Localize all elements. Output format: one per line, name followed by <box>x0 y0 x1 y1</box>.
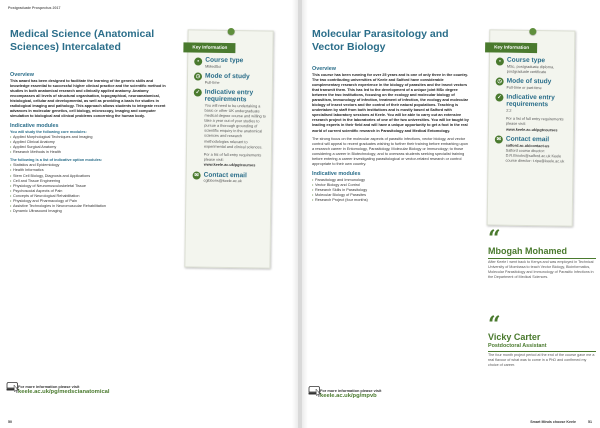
footer-info <box>320 388 381 400</box>
list-item: • Dynamic Ultrasound Imaging <box>10 209 168 214</box>
profile-card <box>488 312 596 368</box>
list-item: • Research Project (four months) <box>312 198 470 203</box>
right-page <box>302 0 600 428</box>
profile-quote: After Keele I went back to Kenya and was employed in Technical University of Mombasa to teach Vector Biology, Bioinformatics, Molecular Parasitology and Immunology of Parasitic Infections in the Department of Medical Sciences. <box>488 260 594 280</box>
contact-item <box>494 135 567 165</box>
right-body <box>312 66 470 203</box>
overview-heading: Overview <box>312 66 336 72</box>
key-info-tab: Key Information <box>485 42 537 53</box>
entry-text: You will need to be undertaking a basic or other UK undergraduate medical degree course and willing to take a year out of your studies to pursue a thorough grounding of scientific enquiry in the anatomical sciences and research methodologies relevant to experimental and clinical sciences. <box>204 103 266 150</box>
list-item: • Cell and Tissue Engineering <box>10 179 168 184</box>
mode-value: Full-time <box>204 80 220 85</box>
mode-heading: Mode of study <box>506 77 552 86</box>
contact-heading: Contact email <box>505 135 550 144</box>
list-item: • Applied Clinical Anatomy <box>10 140 168 145</box>
list-item: • Physiology of Neuromusculoskeletal Tissue <box>10 184 168 189</box>
mail-icon: ✉ <box>194 172 199 179</box>
key-info-body <box>193 57 268 185</box>
footer-text: For more information please visit <box>18 384 80 389</box>
check-icon: ✓ <box>195 89 200 96</box>
optional-modules-list <box>10 163 168 214</box>
course-type-item <box>194 57 267 71</box>
list-item: • Molecular Biology of Parasites <box>312 193 470 198</box>
core-modules-list <box>10 135 168 155</box>
gutter-shadow <box>292 0 298 428</box>
course-type-item <box>496 57 569 76</box>
quote-icon: “ <box>488 312 501 338</box>
profile-divider <box>488 351 596 352</box>
gutter-shadow <box>302 0 308 428</box>
key-info-body <box>494 57 568 166</box>
mode-value: Full-time or part-time <box>506 85 542 90</box>
optional-intro: The following is a list of indicative option modules: <box>10 158 103 163</box>
course-icon: ▪ <box>496 57 504 65</box>
course-type-heading: Course type <box>506 56 546 65</box>
list-item: • Physiology and Pharmacology of Pain <box>10 199 168 204</box>
profile-quote: The four month project period at the end of the course gave me a real flavour of what was to come in a PhD and confirmed my choice of career. <box>488 353 595 368</box>
entry-more: For a list of full entry requirements please visit: <box>506 116 564 127</box>
entry-more: For a list of full entry requirements please visit: <box>203 152 262 162</box>
profile-card <box>488 226 596 280</box>
list-item: • Applied Morphological Techniques and Imaging <box>10 135 168 140</box>
list-item: • Psychosocial Aspects of Pain <box>10 189 168 194</box>
course-type-heading: Course type <box>205 56 244 65</box>
entry-link[interactable]: www.keele.ac.uk/pgtcourses <box>203 163 256 168</box>
pin-icon <box>227 28 234 35</box>
profile-name: Vicky Carter <box>488 332 541 342</box>
left-body <box>10 72 168 214</box>
contact-item <box>193 171 266 185</box>
overview-text-2: The strong focus on the molecular aspects of parasitic infections, vector biology, and vector control will appeal to recent graduates wishing to further their training before embarking upon a research career in Entomology, Parasitology, Molecular Biology or Immunology; to those considering a career in Biotechnology; and to overseas students seeking specialist training before entering a career investigating parasitological or vector-related research or control appropriate to their own country. <box>312 136 468 167</box>
course-icon: ▪ <box>194 57 202 65</box>
overview-heading: Overview <box>10 72 34 78</box>
page-number: 50 <box>8 420 12 424</box>
key-info-card <box>184 29 273 268</box>
footer-info <box>18 384 110 396</box>
brand-tagline: Smart Minds choose Keele <box>530 420 576 424</box>
page-title: Medical Science (Anatomical Sciences) Intercalated <box>10 28 155 53</box>
mode-item <box>496 77 569 91</box>
running-head: Postgraduate Prospectus 2017 <box>8 6 61 10</box>
key-info-tab: Key Information <box>183 42 235 53</box>
left-page <box>0 0 298 428</box>
list-item: • Assistive Technologies in Neuromuscular Rehabilitation <box>10 204 168 209</box>
entry-item <box>495 93 569 133</box>
course-type-value: MMedSci <box>205 64 222 69</box>
mode-heading: Mode of study <box>204 72 250 81</box>
list-item: • Concepts of Neurological Rehabilitation <box>10 194 168 199</box>
profile-divider <box>488 258 596 259</box>
entry-heading: Indicative entry requirements <box>204 88 254 104</box>
pin-icon <box>529 28 536 35</box>
key-info-card <box>487 29 576 226</box>
list-item: • Parasitology and Immunology <box>312 178 470 183</box>
course-type-value: MSc, postgraduate diploma, postgraduate certificate <box>506 64 555 75</box>
list-item: • Applied Surgical Anatomy <box>10 145 168 150</box>
mode-item <box>194 72 267 86</box>
list-item: • Health Informatics <box>10 168 168 173</box>
contact-email[interactable]: salford.ac.uk/contact-us <box>505 143 550 148</box>
mail-icon: ✉ <box>496 136 502 143</box>
overview-text: This award has been designed to facilitate the learning of the generic skills and knowledge essential to successful higher clinical practice and the scientific method in studies in both anatomical research and clinically applied anatomy. Anatomy encompasses all levels of structural organisation, topographical, neuroanatomical, histological, cellular and developmental, as well as providing a basis for studies in radiological imaging and pathology. This approach allows students to integrate recent advances in molecular genetics, cell biology, microscopy, imaging and computer simulation to biological and clinical problems concerning the human body. <box>10 78 166 119</box>
footer-link[interactable]: keele.ac.uk/pg/medscianatomical <box>18 389 110 395</box>
overview-text: This course has been running for over 25 years and is one of only three in the country. The two contributing universities of Keele and Salford have considerable complementary research experience in the biology of parasites and the insect vectors that transmit them. This has led to the development of a unique joint MSc degree between the two institutions, focusing on the ecology and molecular biology of parasitism, immunology of infection, treatment of infection, the ecology and molecular biology of insect vectors and the control of their natural populations. Teaching is undertaken by staff from both institutions and is mostly based at Salford with specialised laboratory sessions at Keele. You will be able to carry out an extensive research project in the laboratories of one of the two universities. You will be taught by leading experts in their field and will have a unique opportunity to get a foot in the real world of current scientific research in Parasitology and Medical Entomology. <box>312 72 469 133</box>
footer-text: For more information please visit <box>320 388 382 393</box>
entry-text: 2:2 <box>506 108 512 113</box>
entry-heading: Indicative entry requirements <box>506 93 555 109</box>
contact-heading: Contact email <box>203 171 247 179</box>
modules-list <box>312 178 470 203</box>
quote-icon: “ <box>488 226 501 252</box>
clock-icon: ◷ <box>195 73 201 80</box>
list-item: • Stem Cell Biology, Diagnosis and Applications <box>10 174 168 179</box>
profile-name: Mbogah Mohamed <box>488 246 567 256</box>
footer-link[interactable]: keele.ac.uk/pg/mpvb <box>320 393 377 399</box>
entry-link[interactable]: www.keele.ac.uk/pgtcourses <box>505 127 558 133</box>
list-item: • Research Methods in Health <box>10 150 168 155</box>
clock-icon: ◷ <box>497 79 502 86</box>
contact-email[interactable]: cgibbons@keele.ac.uk <box>203 178 242 184</box>
modules-heading: Indicative modules <box>312 171 361 178</box>
modules-heading: Indicative modules <box>10 123 59 130</box>
profile-role: Postdoctoral Assistant <box>488 343 547 349</box>
list-item: • Research Skills in Parasitology <box>312 188 470 193</box>
list-item: • Vector Biology and Control <box>312 183 470 188</box>
list-item: • Statistics and Epidemiology <box>10 163 168 168</box>
page-title: Molecular Parasitology and Vector Biology <box>312 28 449 53</box>
contact-extra: Salford course director: D.R.Brooks@salford.ac.uk Keele course director: t.ripe@keele.ac.uk <box>505 148 565 164</box>
page-number: 51 <box>588 420 592 424</box>
check-icon: ✓ <box>497 94 502 101</box>
entry-item <box>193 88 267 169</box>
modules-intro: You will study the following core modules: <box>10 129 87 134</box>
